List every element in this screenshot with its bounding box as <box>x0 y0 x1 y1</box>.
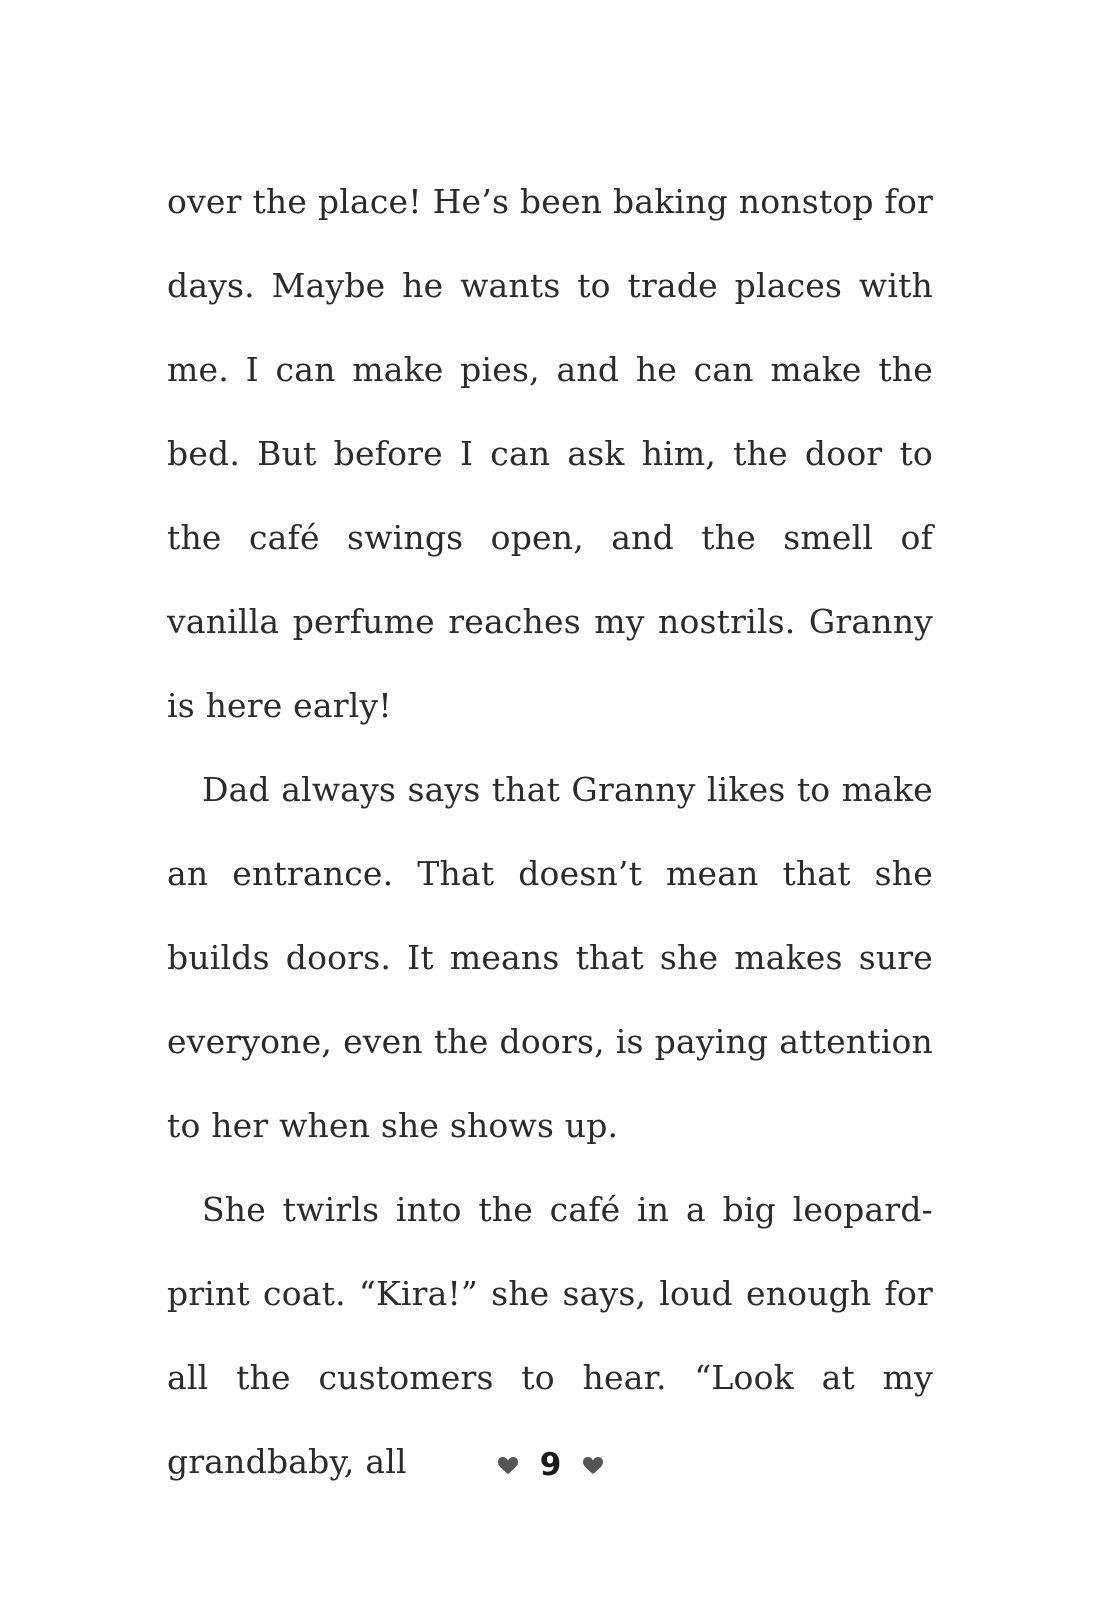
paragraph-1: over the place! He’s been baking nonstop for days. Maybe he wants to trade places with me. I can make pies, and he can make the bed. But before I can ask him, the door to the café swings open, and the smell of vanilla perfume reaches my nostrils. Granny is here early! <box>167 182 933 725</box>
page-number: 9 <box>539 1447 562 1483</box>
right-heart-icon <box>583 1457 603 1475</box>
paragraph-3: She twirls into the café in a big leopard-print coat. “Kira!” she says, loud enough for all the customers to hear. “Look at my grandbaby, all <box>167 1190 933 1481</box>
page-body-text <box>167 160 933 1504</box>
left-heart-icon <box>498 1457 518 1475</box>
paragraph-2: Dad always says that Granny likes to make an entrance. That doesn’t mean that she builds doors. It means that she makes sure everyone, even the doors, is paying attention to her when she shows up. <box>167 770 933 1145</box>
page-folio <box>0 1447 1101 1483</box>
